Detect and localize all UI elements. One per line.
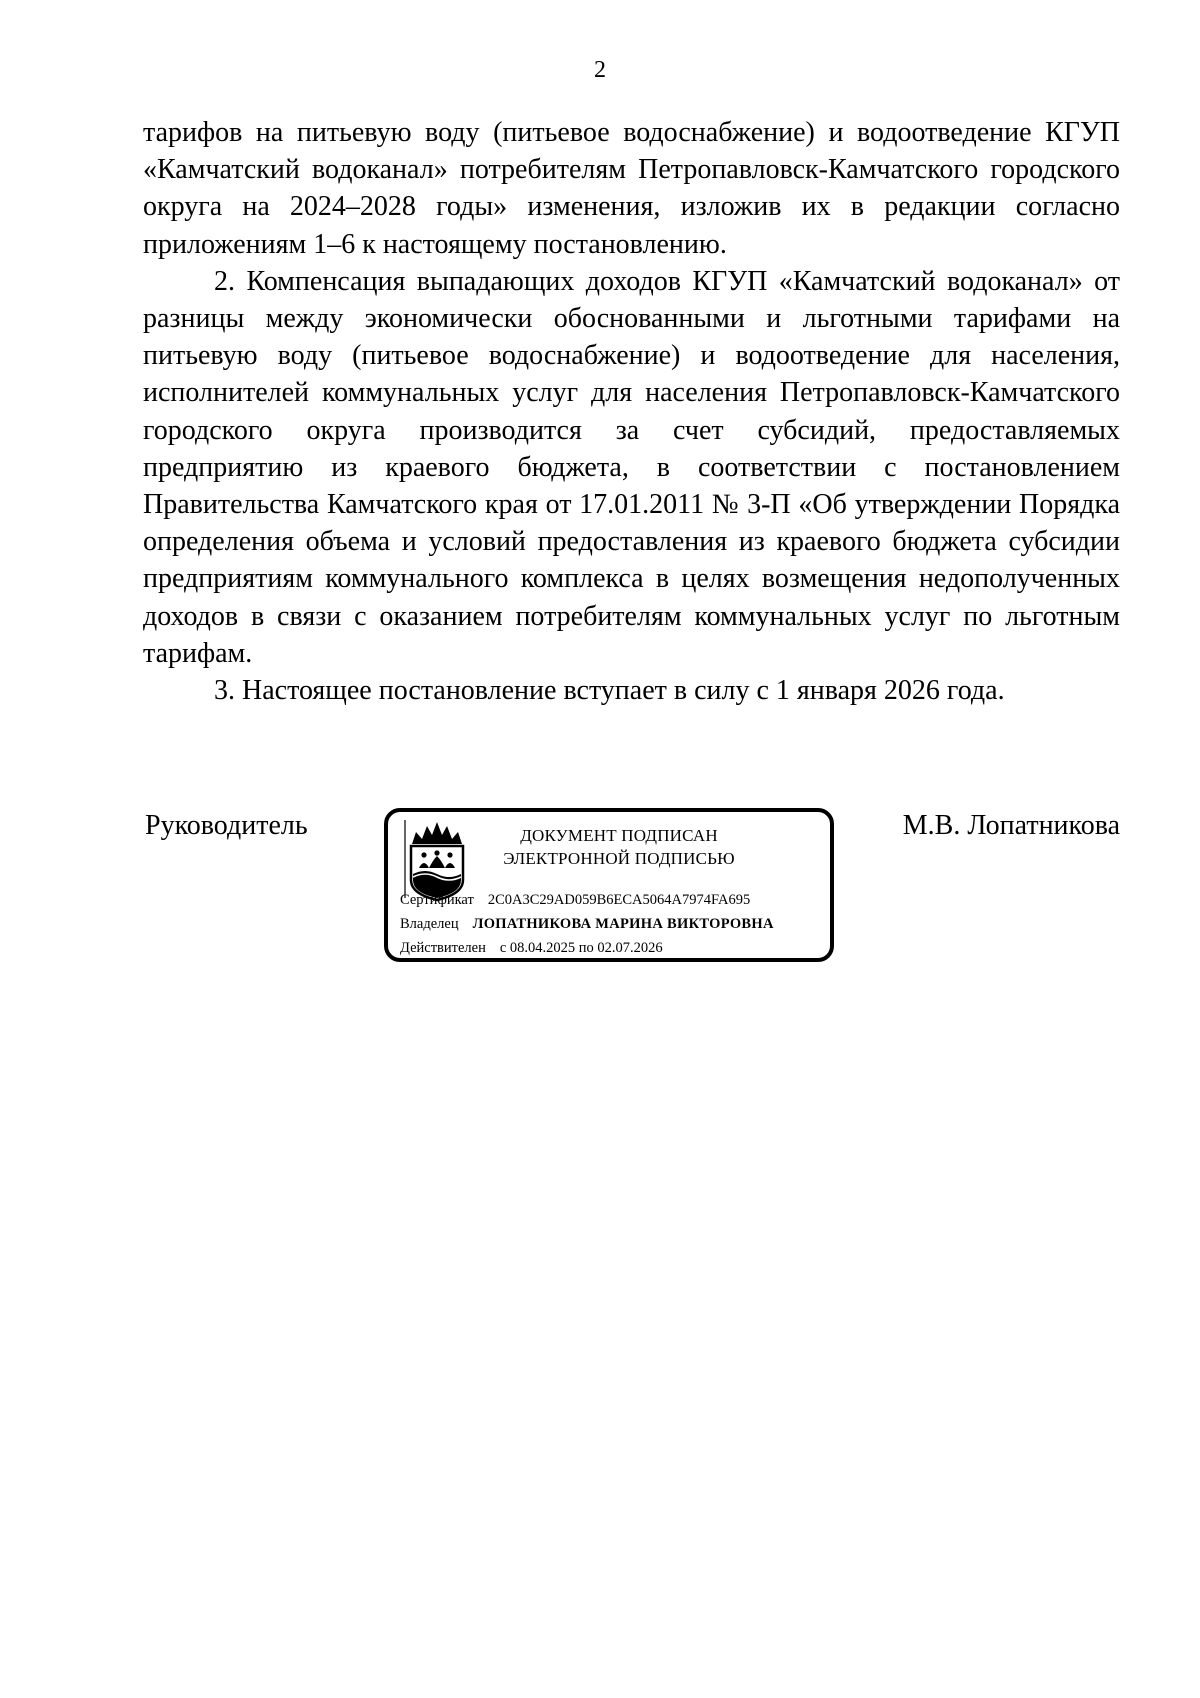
stamp-certificate-value: 2C0A3C29AD059B6ECA5064A7974FA695 bbox=[487, 892, 751, 908]
signer-position: Руководитель bbox=[145, 810, 308, 841]
stamp-owner-value: ЛОПАТНИКОВА МАРИНА ВИКТОРОВНА bbox=[472, 916, 774, 932]
stamp-title-line-2: ЭЛЕКТРОННОЙ ПОДПИСЬЮ bbox=[503, 849, 735, 868]
paragraph-item-2: 2. Компенсация выпадающих доходов КГУП «Камчатский водоканал» от разницы между экономически обоснованными и льготными тарифами на питьевую воду (питьевое водоснабжение) и водоотведение для населения, исполнителей коммунальных услуг для населения Петропавловск-Камчатского городского округа производится за счет субсидий, предоставляемых предприятию из краевого бюджета, в соответствии с постановлением Правительства Камчатского края от 17.01.2011 № 3-П «Об утверждении Порядка определения объема и условий предоставления из краевого бюджета субсидии предприятиям коммунального комплекса в целях возмещения недополученных доходов в связи с оказанием потребителям коммунальных услуг по льготным тарифам. bbox=[143, 265, 1120, 669]
signature-block bbox=[143, 808, 1120, 973]
stamp-validity-row bbox=[400, 938, 663, 958]
stamp-title-line-1: ДОКУМЕНТ ПОДПИСАН bbox=[520, 826, 718, 845]
stamp-title bbox=[488, 824, 750, 870]
stamp-validity-value: с 08.04.2025 по 02.07.2026 bbox=[499, 940, 663, 956]
electronic-signature-stamp bbox=[384, 808, 834, 962]
page-number: 2 bbox=[594, 57, 606, 83]
stamp-certificate-label: Сертификат bbox=[400, 892, 474, 908]
stamp-validity-label: Действителен bbox=[400, 940, 486, 956]
paragraph-continuation: тарифов на питьевую воду (питьевое водоснабжение) и водоотведение КГУП «Камчатский водоканал» потребителям Петропавловск-Камчатского городского округа на 2024–2028 годы» изменения, изложив их в редакции согласно приложениям 1–6 к настоящему постановлению. bbox=[143, 117, 1120, 260]
document-body bbox=[143, 114, 1120, 709]
signer-name: М.В. Лопатникова bbox=[902, 810, 1120, 841]
paragraph-item-3: 3. Настоящее постановление вступает в силу с 1 января 2026 года. bbox=[214, 675, 1005, 707]
stamp-owner-label: Владелец bbox=[400, 916, 459, 932]
stamp-certificate-row bbox=[400, 890, 750, 910]
stamp-owner-row bbox=[400, 914, 774, 934]
